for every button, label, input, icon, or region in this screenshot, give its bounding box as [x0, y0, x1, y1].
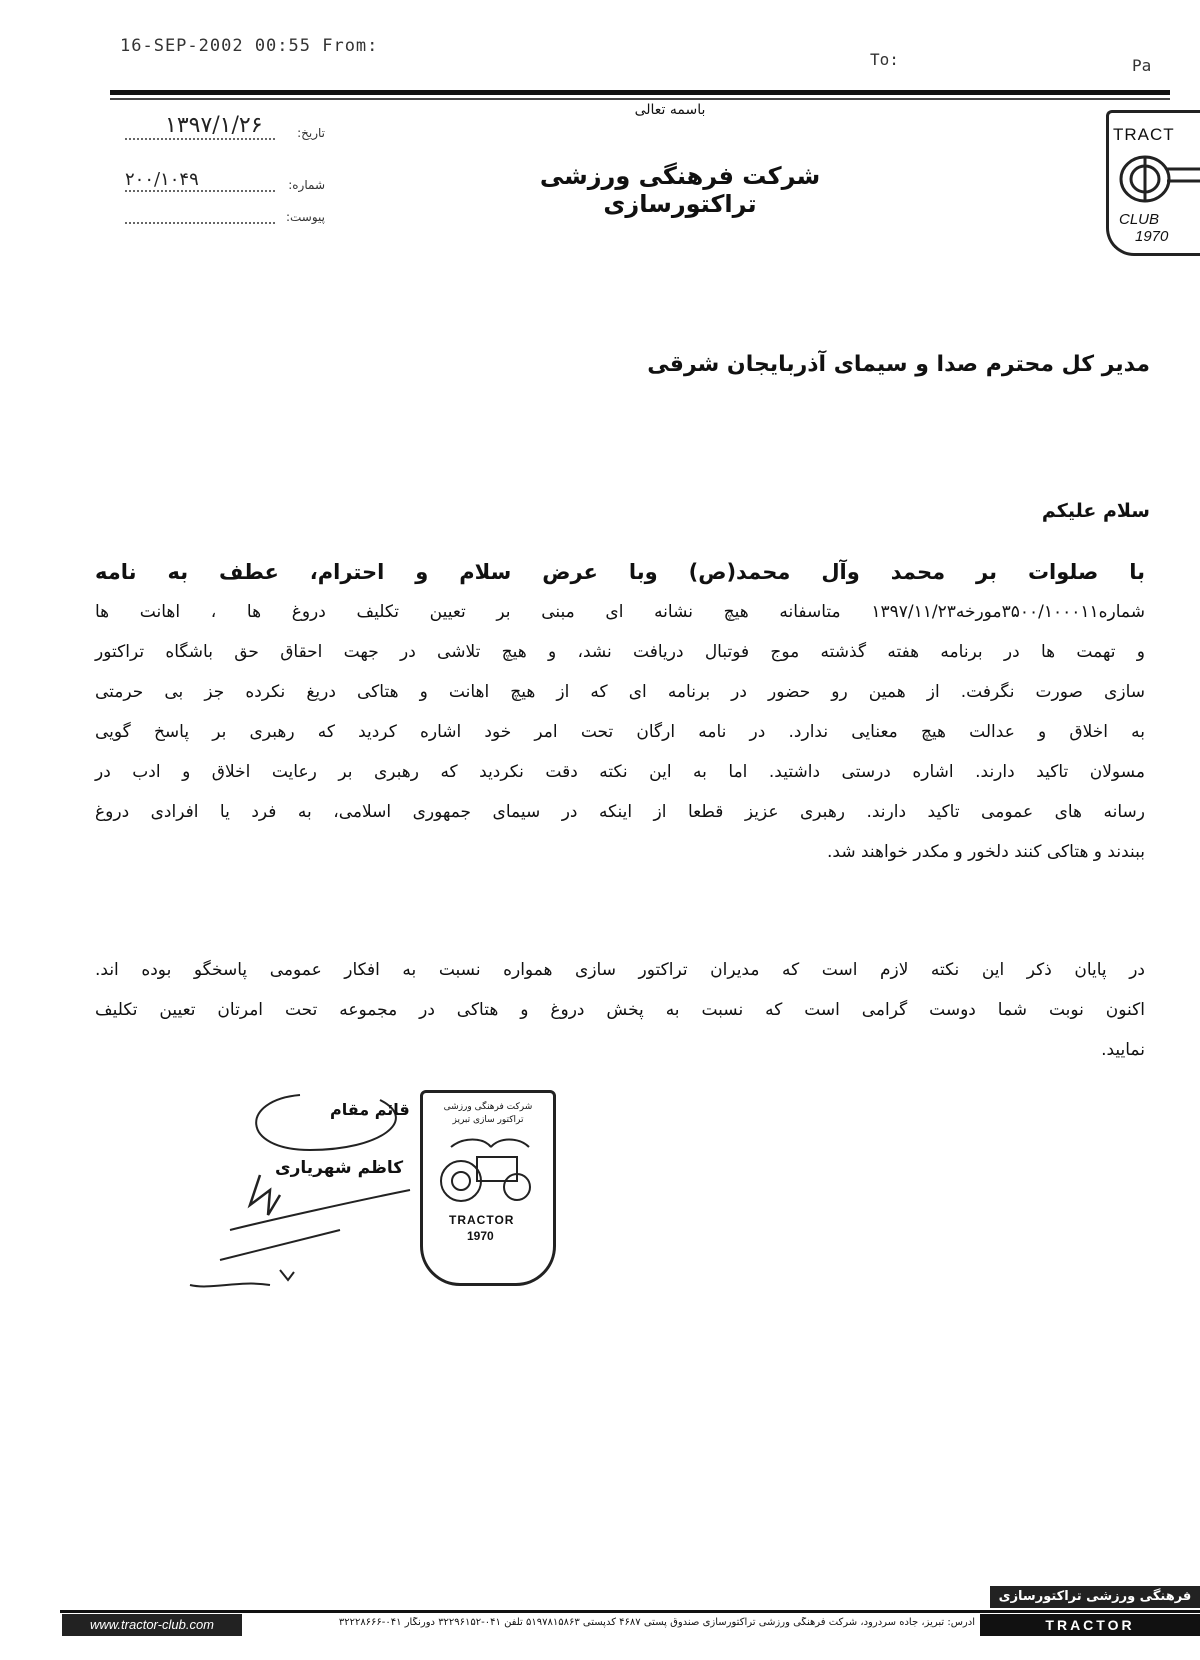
fax-timestamp: 16-SEP-2002 00:55 From: — [120, 36, 379, 56]
seal-year: 1970 — [467, 1229, 494, 1243]
logo-text: TRACT — [1113, 125, 1175, 144]
company-name: شرکت فرهنگی ورزشی تراکتورسازی — [539, 162, 821, 218]
fax-page-label: Pa — [1132, 56, 1152, 75]
footer-address: آدرس: تبریز، جاده سردرود، شرکت فرهنگی ورزشی تراکتورسازی صندوق پستی ۴۶۸۷ کدپستی ۵۱۹۷۸۱۵۸۶۳ تلفن ۰۴۱-۳۲۲۹۶۱۵۲ دورنگار ۰۴۱-۳۲۲۲۸۶۶۶ — [338, 1617, 975, 1628]
text-line: نمایید. — [1101, 1040, 1145, 1060]
tractor-wheel-icon — [1115, 151, 1200, 209]
text-line: مسولان تاکید دارند. اشاره درستی داشتید. اما به این نکته دقت نکردید که رهبری بر رعایت اخلاق و ادب در — [95, 762, 1145, 782]
meta-number-row — [125, 170, 325, 194]
signer-title: قائم مقام — [330, 1100, 410, 1119]
invocation: باسمه تعالی — [634, 102, 706, 118]
logo-year-text: 1970 — [1135, 228, 1169, 245]
signer-name: کاظم شهریاری — [275, 1158, 404, 1178]
meta-number-label: شماره: — [288, 178, 325, 192]
footer-website: www.tractor-club.com — [62, 1614, 242, 1636]
meta-attachment-row — [125, 202, 325, 226]
recipient-line: مدیر کل محترم صدا و سیمای آذربایجان شرقی — [647, 352, 1150, 377]
club-logo — [1106, 110, 1200, 256]
body-paragraph-2 — [95, 950, 1145, 1070]
meta-date-value: ۱۳۹۷/۱/۲۶ — [165, 113, 263, 138]
meta-date-label: تاریخ: — [297, 126, 325, 140]
text-line: با صلوات بر محمد وآل محمد(ص) وبا عرض سلام و احترام، عطف به نامه — [95, 560, 1145, 584]
text-line: در پایان ذکر این نکته لازم است که مدیران تراکتور سازی همواره نسبت به افکار عمومی پاسخگو بوده اند. — [95, 960, 1145, 980]
text-line: رسانه های عمومی تاکید دارند. رهبری عزیز قطعا از اینکه در سیمای جمهوری اسلامی، به فرد یا افرادی دروغ — [95, 802, 1145, 822]
text-line: شماره۳۵۰۰/۱۰۰۰۱۱مورخه۱۳۹۷/۱۱/۲۳ متاسفانه هیچ نشانه ای مبنی بر تعیین تکلیف دروغ ها ، اهانت ها — [95, 602, 1145, 622]
seal-top-text: تراکتور سازی تبریز — [452, 1115, 524, 1125]
footer-brand: TRACTOR — [980, 1614, 1200, 1636]
meta-date-row — [125, 113, 325, 142]
tractor-icon — [433, 1137, 543, 1209]
letterhead-rule — [110, 90, 1170, 95]
seal-top-text: شرکت فرهنگی ورزشی — [443, 1102, 533, 1112]
footer-rule — [60, 1610, 1200, 1613]
fax-to-label: To: — [870, 50, 899, 69]
text-line: و تهمت ها در برنامه هفته گذشته موج فوتبال دریافت نشد، و هیچ تلاشی در جهت احقاق حق باشگاه تراکتور — [95, 642, 1145, 662]
meta-attachment-label: پیوست: — [285, 210, 325, 224]
greeting: سلام علیکم — [1041, 500, 1150, 522]
letterhead-rule-thin — [110, 98, 1170, 100]
text-line: سازی صورت نگرفت. از همین رو حضور در برنامه ای که از هیچ اهانت و هتاکی دریغ نکرده جز بی حرمتی — [95, 682, 1145, 702]
seal-name: TRACTOR — [449, 1213, 515, 1227]
footer-brand-fa: فرهنگی ورزشی تراکتورسازی — [990, 1586, 1200, 1608]
text-line: ببندند و هتاکی کنند دلخور و مکدر خواهند شد. — [827, 842, 1145, 862]
company-seal — [420, 1090, 556, 1286]
meta-number-value: ۲۰۰/۱۰۴۹ — [125, 169, 199, 190]
logo-club-text: CLUB — [1119, 211, 1160, 228]
text-line: اکنون نوبت شما دوست گرامی است که نسبت به پخش دروغ و هتاکی در مجموعه تحت امرتان تعیین تکلیف — [95, 1000, 1145, 1020]
text-line: به اخلاق و عدالت هیچ معنایی ندارد. در نامه ارگان تحت امر خود اشاره کردید که رهبری بر پاسخ گویی — [95, 722, 1145, 742]
body-paragraph-1 — [95, 552, 1145, 872]
